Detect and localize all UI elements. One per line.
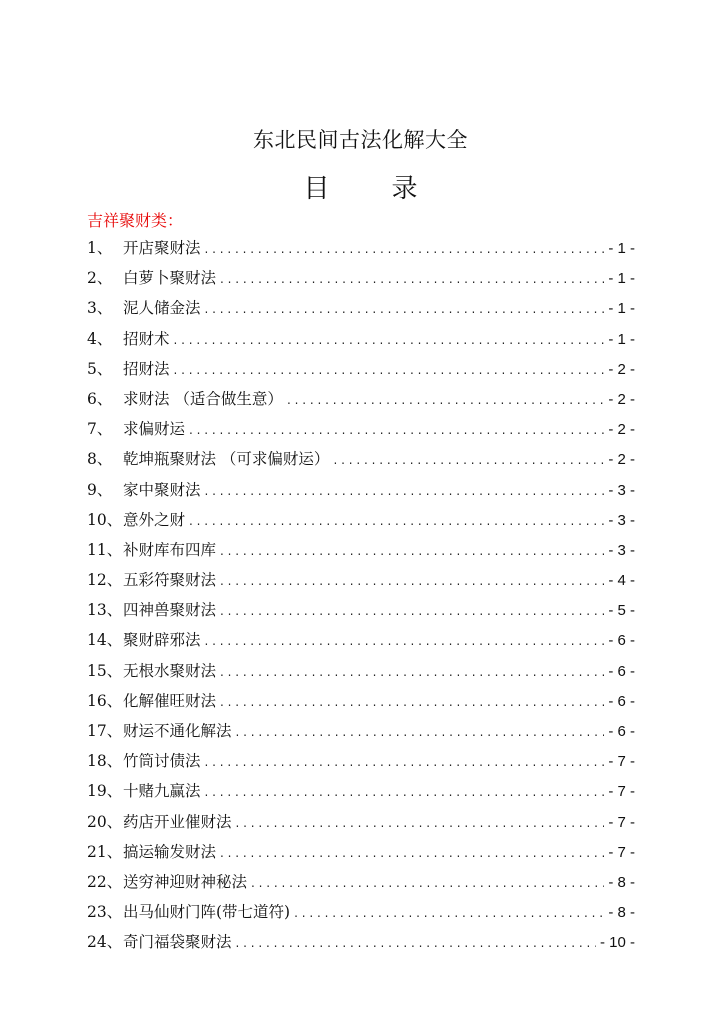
toc-dot-leader: [205, 242, 605, 256]
toc-entry-number: 1、: [87, 239, 113, 257]
toc-dot-leader: [287, 393, 604, 407]
toc-entry-number: 5、: [87, 359, 113, 378]
toc-entry-page: - 2 -: [608, 390, 635, 408]
toc-entry-page: - 7 -: [608, 753, 635, 771]
toc-entry-title: 求偏财运: [123, 420, 186, 439]
toc-entry-page: - 2 -: [608, 421, 635, 439]
toc-entry-number: 8、: [87, 450, 113, 469]
toc-entry-title: 乾坤瓶聚财法 （可求偏财运）: [123, 450, 330, 469]
toc-entry-page: - 6 -: [608, 723, 635, 740]
toc-entry[interactable]: [87, 659, 635, 689]
toc-dot-leader: [236, 725, 605, 739]
toc-entry[interactable]: [87, 296, 635, 326]
toc-entry-number: 9、: [87, 480, 113, 499]
toc-dot-leader: [189, 423, 604, 437]
toc-entry-number: 3、: [87, 299, 113, 318]
toc-entry[interactable]: [87, 538, 635, 568]
toc-entry-title: 十赌九赢法: [123, 782, 201, 801]
toc-entry-number: 23、: [87, 903, 123, 922]
toc-entry[interactable]: [87, 628, 635, 658]
toc-entry-title: 无根水聚财法: [123, 661, 217, 680]
toc-entry[interactable]: [87, 598, 635, 628]
category-heading: 吉祥聚财类：: [87, 211, 184, 230]
toc-entry-page: - 8 -: [608, 873, 635, 891]
toc-entry[interactable]: [87, 749, 635, 779]
toc-entry-title: 招财法: [123, 359, 170, 378]
toc-entry-number: 13、: [87, 601, 123, 620]
toc-entry-page: - 3 -: [608, 511, 635, 529]
toc-dot-leader: [220, 544, 604, 558]
toc-entry[interactable]: [87, 719, 635, 749]
toc-dot-leader: [220, 665, 604, 679]
toc-entry[interactable]: [87, 266, 635, 296]
toc-entry[interactable]: [87, 870, 635, 900]
toc-entry[interactable]: [87, 568, 635, 598]
toc-entry-number: 10、: [87, 510, 123, 529]
toc-dot-leader: [174, 363, 605, 377]
toc-dot-leader: [294, 906, 604, 920]
toc-entry-page: - 1 -: [608, 330, 635, 348]
toc-entry-title: 五彩符聚财法: [123, 571, 217, 590]
toc-entry-title: 开店聚财法: [123, 239, 201, 257]
toc-entry-number: 15、: [87, 661, 123, 680]
toc-entry-page: - 7 -: [608, 813, 635, 831]
toc-entry[interactable]: [87, 417, 635, 447]
toc-entry[interactable]: [87, 387, 635, 417]
toc-entry[interactable]: [87, 930, 635, 960]
toc-entry-page: - 6 -: [608, 692, 635, 710]
toc-entry-page: - 2 -: [608, 360, 635, 378]
toc-entry-number: 20、: [87, 812, 123, 831]
toc-entry-number: 11、: [87, 540, 123, 559]
toc-entry-page: - 6 -: [608, 662, 635, 680]
toc-entry-title: 白萝卜聚财法: [123, 269, 217, 288]
toc-entry-title: 搞运输发财法: [123, 842, 217, 861]
toc-entry-title: 化解催旺财法: [123, 691, 217, 710]
toc-dot-leader: [236, 936, 596, 950]
toc-dot-leader: [220, 695, 604, 709]
toc-dot-leader: [205, 785, 605, 799]
toc-entry-number: 14、: [87, 631, 123, 650]
toc-dot-leader: [333, 453, 604, 467]
toc-entry-title: 出马仙财门阵(带七道符): [123, 903, 291, 922]
document-title: 东北民间古法化解大全: [253, 128, 468, 152]
toc-entry[interactable]: [87, 840, 635, 870]
toc-list: [87, 236, 635, 961]
toc-entry-title: 送穷神迎财神秘法: [123, 872, 248, 891]
toc-dot-leader: [220, 604, 604, 618]
toc-dot-leader: [174, 333, 605, 347]
toc-entry-number: 21、: [87, 842, 123, 861]
toc-entry-page: - 5 -: [608, 602, 635, 620]
toc-entry-title: 四神兽聚财法: [123, 601, 217, 620]
toc-entry-page: - 8 -: [608, 904, 635, 922]
toc-entry-number: 22、: [87, 872, 123, 891]
toc-entry-title: 意外之财: [123, 510, 186, 529]
toc-entry[interactable]: [87, 689, 635, 719]
toc-entry[interactable]: [87, 357, 635, 387]
toc-entry-number: 24、: [87, 933, 123, 952]
toc-entry-number: 16、: [87, 691, 123, 710]
toc-entry-page: - 6 -: [608, 632, 635, 650]
toc-dot-leader: [220, 846, 604, 860]
toc-entry[interactable]: [87, 810, 635, 840]
toc-entry-number: 12、: [87, 571, 123, 590]
toc-entry-page: - 7 -: [608, 783, 635, 801]
toc-entry[interactable]: [87, 447, 635, 477]
toc-dot-leader: [220, 272, 604, 286]
toc-entry-number: 17、: [87, 722, 123, 740]
toc-dot-leader: [205, 484, 605, 498]
toc-entry-title: 招财术: [123, 329, 170, 348]
toc-entry-title: 聚财辟邪法: [123, 631, 201, 650]
toc-entry-page: - 3 -: [608, 541, 635, 559]
toc-entry-page: - 2 -: [608, 451, 635, 469]
toc-entry-number: 7、: [87, 420, 113, 439]
toc-entry-title: 竹筒讨债法: [123, 752, 201, 771]
toc-entry-title: 泥人储金法: [123, 299, 201, 318]
toc-entry-page: - 1 -: [608, 300, 635, 318]
toc-entry-number: 19、: [87, 782, 123, 801]
toc-entry[interactable]: [87, 327, 635, 357]
toc-entry[interactable]: [87, 236, 635, 266]
toc-entry[interactable]: [87, 508, 635, 538]
toc-entry[interactable]: [87, 900, 635, 930]
toc-dot-leader: [236, 816, 605, 830]
toc-dot-leader: [220, 574, 604, 588]
toc-entry[interactable]: [87, 478, 635, 508]
toc-dot-leader: [205, 634, 605, 648]
toc-dot-leader: [205, 302, 605, 316]
toc-dot-leader: [251, 876, 604, 890]
toc-entry[interactable]: [87, 779, 635, 809]
toc-entry-number: 18、: [87, 752, 123, 771]
toc-entry-page: - 1 -: [608, 240, 635, 257]
toc-entry-page: - 3 -: [608, 481, 635, 499]
toc-entry-page: - 1 -: [608, 270, 635, 288]
toc-entry-title: 药店开业催财法: [123, 812, 232, 831]
toc-entry-title: 求财法 （适合做生意）: [123, 389, 283, 408]
toc-entry-title: 财运不通化解法: [123, 722, 232, 740]
toc-entry-title: 补财库布四库: [123, 540, 217, 559]
toc-dot-leader: [205, 755, 605, 769]
toc-entry-title: 家中聚财法: [123, 480, 201, 499]
toc-entry-number: 4、: [87, 329, 113, 348]
toc-entry-number: 2、: [87, 269, 113, 288]
toc-entry-page: - 7 -: [608, 843, 635, 861]
toc-dot-leader: [189, 514, 604, 528]
toc-entry-page: - 4 -: [608, 572, 635, 590]
toc-entry-number: 6、: [87, 389, 113, 408]
toc-heading: 目 录: [303, 174, 436, 204]
toc-entry-page: - 10 -: [599, 934, 635, 952]
toc-entry-title: 奇门福袋聚财法: [123, 933, 232, 952]
